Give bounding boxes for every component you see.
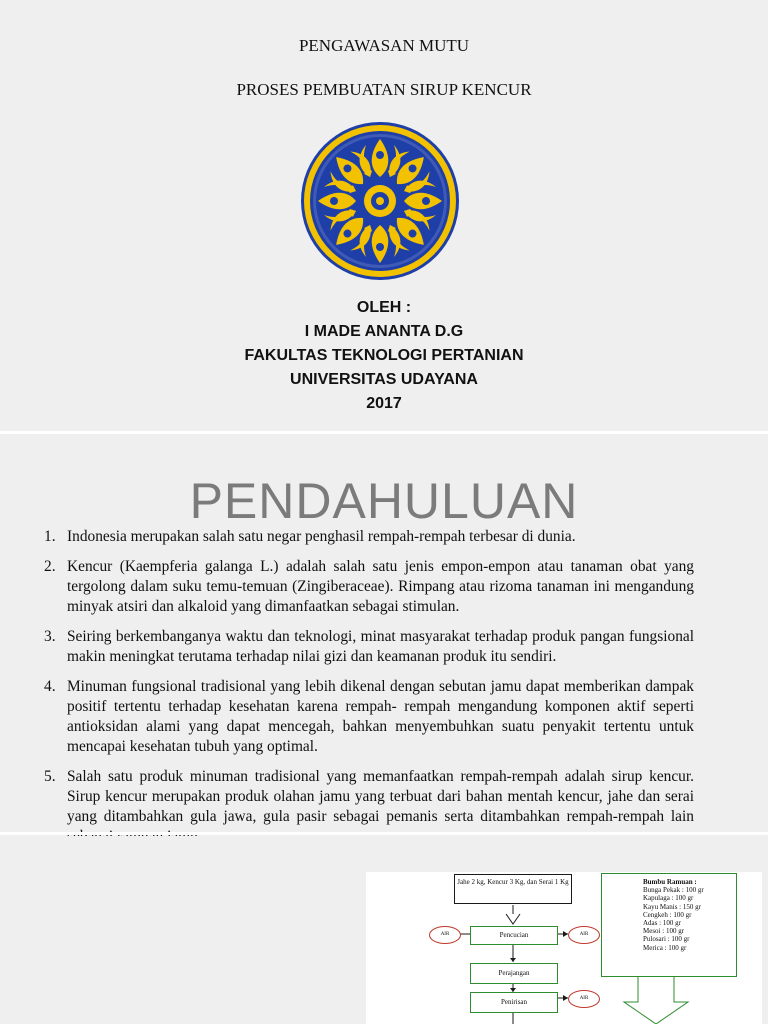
input-box: Jahe 2 kg, Kencur 3 Kg, dan Serai 1 Kg <box>454 874 572 904</box>
university-seal-icon <box>300 121 460 281</box>
year: 2017 <box>366 395 402 412</box>
author-name: I MADE ANANTA D.G <box>304 323 464 340</box>
item-number: 3. <box>44 628 56 645</box>
spice-item: Adas : 100 gr <box>643 919 681 928</box>
air-input-right: AIR <box>568 926 600 944</box>
list-item <box>44 767 694 847</box>
author-block <box>0 296 768 416</box>
item-text: Kencur (Kaempferia galanga L.) adalah salah satu jenis empon-empon atau tanaman obat yang tergolong dalam suku temu-temuan (Zingiberaceae). Rimpang atau rizoma tanaman ini mengandung minyak atsiri dan alkaloid yang dimanfaatkan sebagai stimulan. <box>67 558 694 615</box>
slide-subtitle: PROSES PEMBUATAN SIRUP KENCUR <box>236 80 532 99</box>
list-item <box>44 627 694 667</box>
author-label: OLEH : <box>356 299 412 316</box>
spice-item: Kapulaga : 100 gr <box>643 894 694 903</box>
item-text: Indonesia merupakan salah satu negar penghasil rempah-rempah terbesar di dunia. <box>67 528 576 545</box>
item-number: 1. <box>44 528 56 545</box>
title-slide <box>0 0 768 431</box>
slide-heading: PENDAHULUAN <box>189 473 579 529</box>
university-name: UNIVERSITAS UDAYANA <box>290 371 478 388</box>
slide-title: PENGAWASAN MUTU <box>298 36 470 55</box>
spice-item: Cengkeh : 100 gr <box>643 910 692 919</box>
list-item <box>44 527 694 547</box>
step-washing: Pencucian <box>470 926 558 945</box>
spice-item: Pulosari : 100 gr <box>643 935 690 944</box>
introduction-slide <box>0 434 768 832</box>
step-slicing: Perajangan <box>470 963 558 984</box>
item-text: Salah satu produk minuman tradisional yang memanfaatkan rempah-rempah adalah sirup kencur. Sirup kencur merupakan produk olahan jamu yang terbuat dari bahan mentah kencur, jahe dan serai yang ditambahkan gula jawa, gula pasir sebagai pemanis serta ditambahkan rempah-rempah lain <box>67 768 694 825</box>
list-item <box>44 677 694 757</box>
spice-item: Kayu Manis : 150 gr <box>643 902 701 911</box>
point-list <box>44 527 694 857</box>
process-flowchart <box>366 872 762 1024</box>
faculty-name: FAKULTAS TEKNOLOGI PERTANIAN <box>244 347 524 364</box>
item-number: 2. <box>44 558 56 575</box>
air-input-left: AIR <box>429 926 461 944</box>
item-text: Seiring berkembanganya waktu dan teknologi, minat masyarakat terhadap produk pangan fungsional makin meningkat terutama terhadap nilai gizi dan keamanan produk itu sendiri. <box>67 628 694 665</box>
list-item <box>44 557 694 617</box>
spice-ingredients-box <box>601 873 737 977</box>
air-output: AIR <box>568 990 600 1008</box>
spice-item: Mesoi : 100 gr <box>643 927 685 936</box>
spice-title: Bumbu Ramuan : <box>643 878 697 886</box>
item-text: Minuman fungsional tradisional yang lebih dikenal dengan sebutan jamu dapat memberikan dampak positif tertentu terhadap kesehatan karena rempah- rempah mengandung komponen aktif seperti antioksidan alami yang dapat mencegah, bahkan menyembuhkan suatu penyakit tertentu untuk mencapai kesehatan tubuh yang optimal. <box>67 678 694 755</box>
step-draining: Penirisan <box>470 992 558 1013</box>
flowchart-slide <box>0 836 768 1024</box>
spice-item: Merica : 100 gr <box>643 943 687 952</box>
slide-divider <box>0 832 768 835</box>
item-number: 4. <box>44 678 56 695</box>
item-number: 5. <box>44 768 56 785</box>
spice-item: Bunga Pekak : 100 gr <box>643 886 704 895</box>
